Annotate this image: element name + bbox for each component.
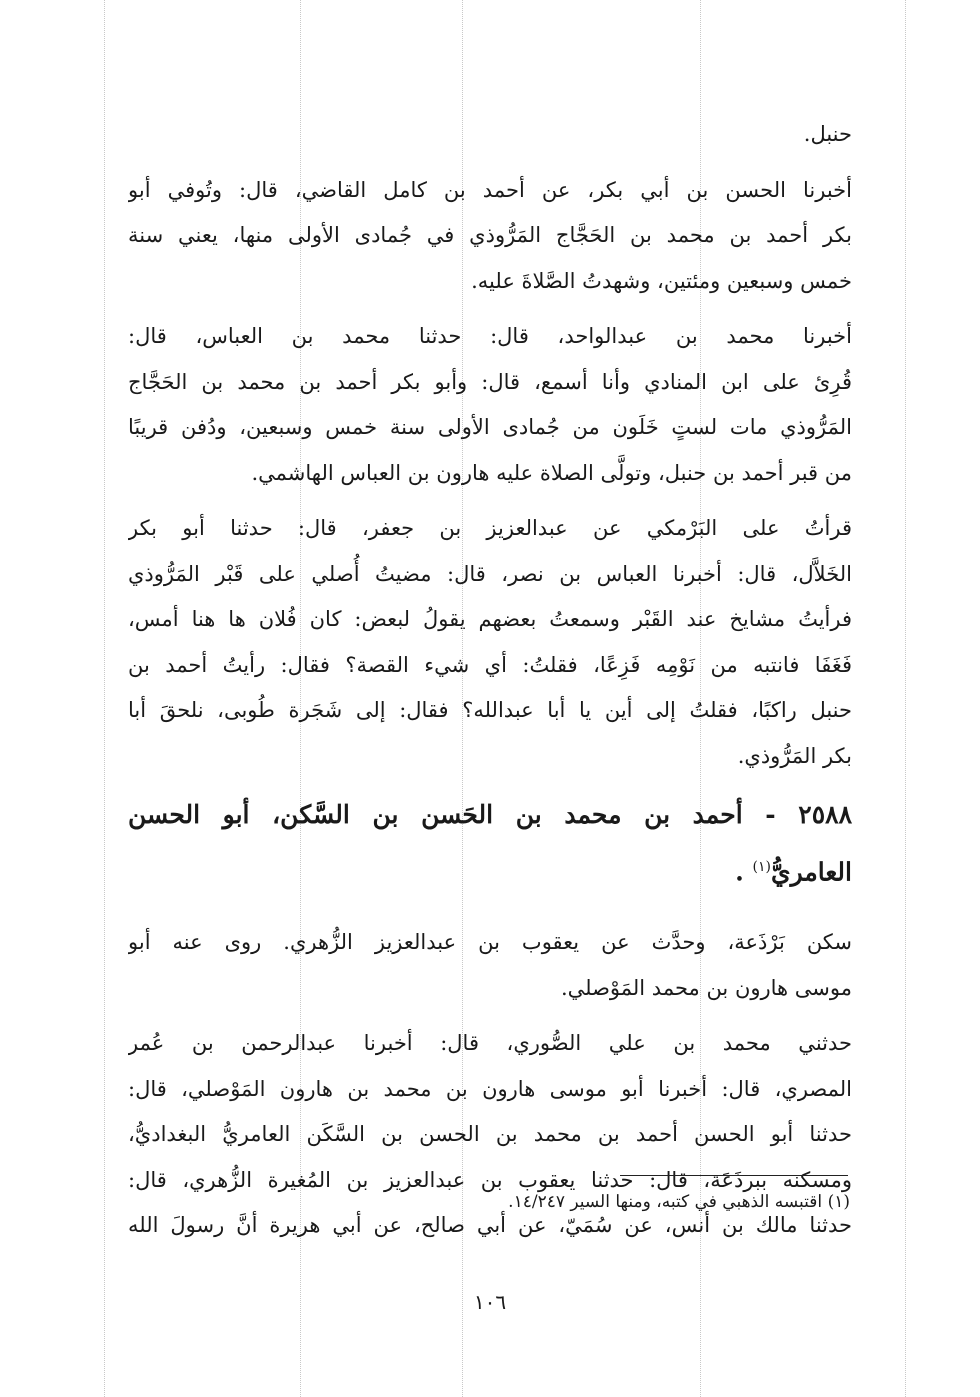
text-line: بكر أحمد بن محمد بن الحَجَّاج المَرُّوذي في جُمادى الأولى منها، يعني سنة — [128, 223, 852, 247]
text-line: بكر المَرُّوذي. — [737, 743, 852, 768]
text-line: أخبرنا الحسن بن أبي بكر، عن أحمد بن كامل القاضي، قال: وتُوفي أبو — [128, 177, 852, 202]
text-line: فَغَفَا فانتبه من نَوْمِه فَزِعًا، فقلتُ: أي شيء القصة؟ فقال: رأيتُ أحمد بن — [128, 652, 852, 677]
text-line: قُرِئ على ابن المنادي وأنا أسمع، قال: وأبو بكر أحمد بن محمد بن الحَجَّاج — [128, 369, 852, 394]
text-line: المَرُّوذي مات لستٍ خَلَون من جُمادى الأولى سنة خمس وسبعين، ودُفن قريبًا — [128, 415, 852, 439]
heading-end-mark: . — [735, 857, 744, 887]
text-line: حنبل. — [803, 122, 852, 146]
footnote-text: اقتبسه الذهبي في كتبه، ومنها السير ١٤/٢٤٧. — [508, 1192, 823, 1212]
paragraph — [128, 920, 852, 1011]
text-line: أخبرنا محمد بن عبدالواحد، قال: حدثنا محمد بن العباس، قال: — [128, 324, 852, 348]
footnote-reference[interactable]: (١) — [752, 859, 771, 875]
scan-margin-dots-left — [104, 0, 105, 1397]
footnote-marker: (١) — [827, 1192, 850, 1212]
text-line: سكن بَرْذَعة، وحدَّث عن يعقوب بن عبدالعزيز الزُّهري. روى عنه أبو — [128, 930, 852, 955]
paragraph — [128, 1021, 852, 1249]
footnote — [508, 1192, 850, 1212]
scan-margin-dots-right — [905, 0, 906, 1397]
text-line: ومسكنه ببرذَعَة، قال: حدثنا يعقوب بن عبدالعزيز بن المُغيرة الزُّهري، قال: — [128, 1167, 852, 1192]
text-line: حدثنا أبو الحسن أحمد بن محمد بن الحسن بن السَّكَن العامريُّ البغداديُّ، — [128, 1122, 852, 1147]
text-line: حنبل راكبًا، فقلتُ إلى أين يا أبا عبدالله؟ فقال: إلى شَجَرة طُوبى، نلحقَ أبا — [128, 698, 852, 722]
page-number: ١٠٦ — [473, 1290, 507, 1314]
text-line: حدثني محمد بن علي الصُّوري، قال: أخبرنا عبدالرحمن بن عُمر — [128, 1031, 852, 1056]
heading-name: العامريُّ — [771, 857, 852, 887]
text-line: خمس وسبعين ومئتين، وشهدتُ الصَّلاةَ عليه. — [471, 268, 852, 293]
text-line: فرأيتُ مشايخ عند القَبْر وسمعتُ بعضهم يقولُ لبعض: كان فُلان ها هنا أمس، — [128, 607, 852, 631]
heading-line: ٢٥٨٨ - أحمد بن محمد بن الحَسن بن السَّكن، أبو الحسن — [128, 800, 852, 829]
entry-heading — [128, 789, 852, 898]
paragraph — [128, 168, 852, 305]
main-text — [128, 112, 852, 1259]
text-line: قرأتُ على البَرْمكي عن عبدالعزيز بن جعفر، قال: حدثنا أبو بكر — [128, 516, 852, 540]
footnote-divider — [620, 1175, 848, 1176]
text-line: المصري، قال: أخبرنا أبو موسى هارون بن محمد بن هارون المَوْصلي، قال: — [128, 1076, 852, 1101]
heading-line — [128, 841, 852, 898]
text-line: من قبر أحمد بن حنبل، وتولَّى الصلاة عليه هارون بن العباس الهاشمي. — [251, 460, 852, 485]
paragraph — [128, 506, 852, 779]
text-line: حدثنا مالك بن أنس، عن سُمَيّ، عن أبي صالح، عن أبي هريرة أنَّ رسولَ الله — [128, 1213, 852, 1238]
text-line: الخَلاَّل، قال: أخبرنا العباس بن نصر، قال: مضيتُ أُصلي على قَبْر المَرُّوذي — [128, 561, 852, 586]
paragraph — [128, 112, 852, 158]
paragraph — [128, 314, 852, 496]
text-line: موسى هارون بن محمد المَوْصلي. — [560, 975, 852, 1000]
